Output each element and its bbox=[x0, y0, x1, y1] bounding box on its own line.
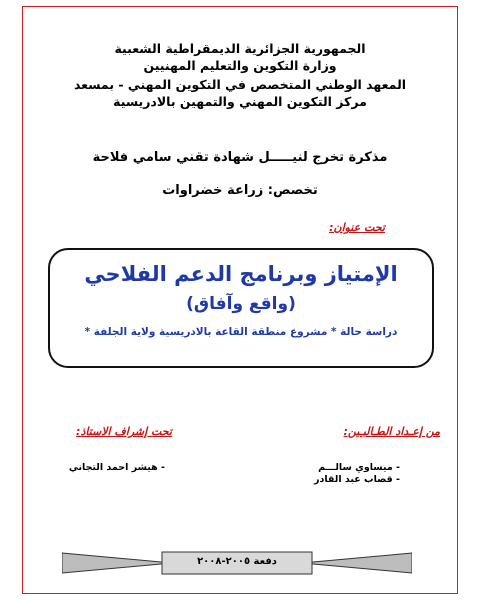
title-box bbox=[48, 248, 434, 368]
header-republic: الجمهورية الجزائرية الديمقراطية الشعبية bbox=[114, 41, 366, 56]
prepared-by-heading: من إعـداد الطـالبـين: bbox=[343, 425, 440, 438]
student-name-2: - قصاب عبد القادر bbox=[314, 474, 400, 485]
title-label: تحت عنوان: bbox=[329, 221, 385, 234]
batch-label: دفعة ٢٠٠٥-٢٠٠٨ bbox=[197, 556, 277, 567]
header-institute: المعهد الوطني المتخصص في التكوين المهني - بمسعد bbox=[73, 77, 407, 92]
memo-title: مذكرة تخرج لنيـــــل شهادة تقني سامي فلاحة bbox=[92, 150, 388, 165]
case-study: دراسة حالة * مشروع منطقة القاعة بالادريسية ولاية الجلفة * bbox=[84, 326, 398, 338]
specialty: تخصص: زراعة خضراوات bbox=[162, 183, 318, 198]
supervision-heading: تحت إشراف الاستاذ: bbox=[76, 425, 172, 438]
batch-banner bbox=[62, 548, 412, 578]
thesis-title: الإمتياز وبرنامج الدعم الفلاحي bbox=[84, 262, 398, 286]
header-center: مركز التكوين المهني والتمهين بالادريسية bbox=[113, 94, 367, 109]
thesis-subtitle: (واقع وآفاق) bbox=[186, 294, 296, 314]
student-name-1: - ميساوي سالـــم bbox=[318, 462, 400, 473]
header-ministry: وزارة التكوين والتعليم المهنيين bbox=[143, 58, 337, 73]
supervisor-name: - هيشر احمد التجاني bbox=[68, 462, 165, 473]
